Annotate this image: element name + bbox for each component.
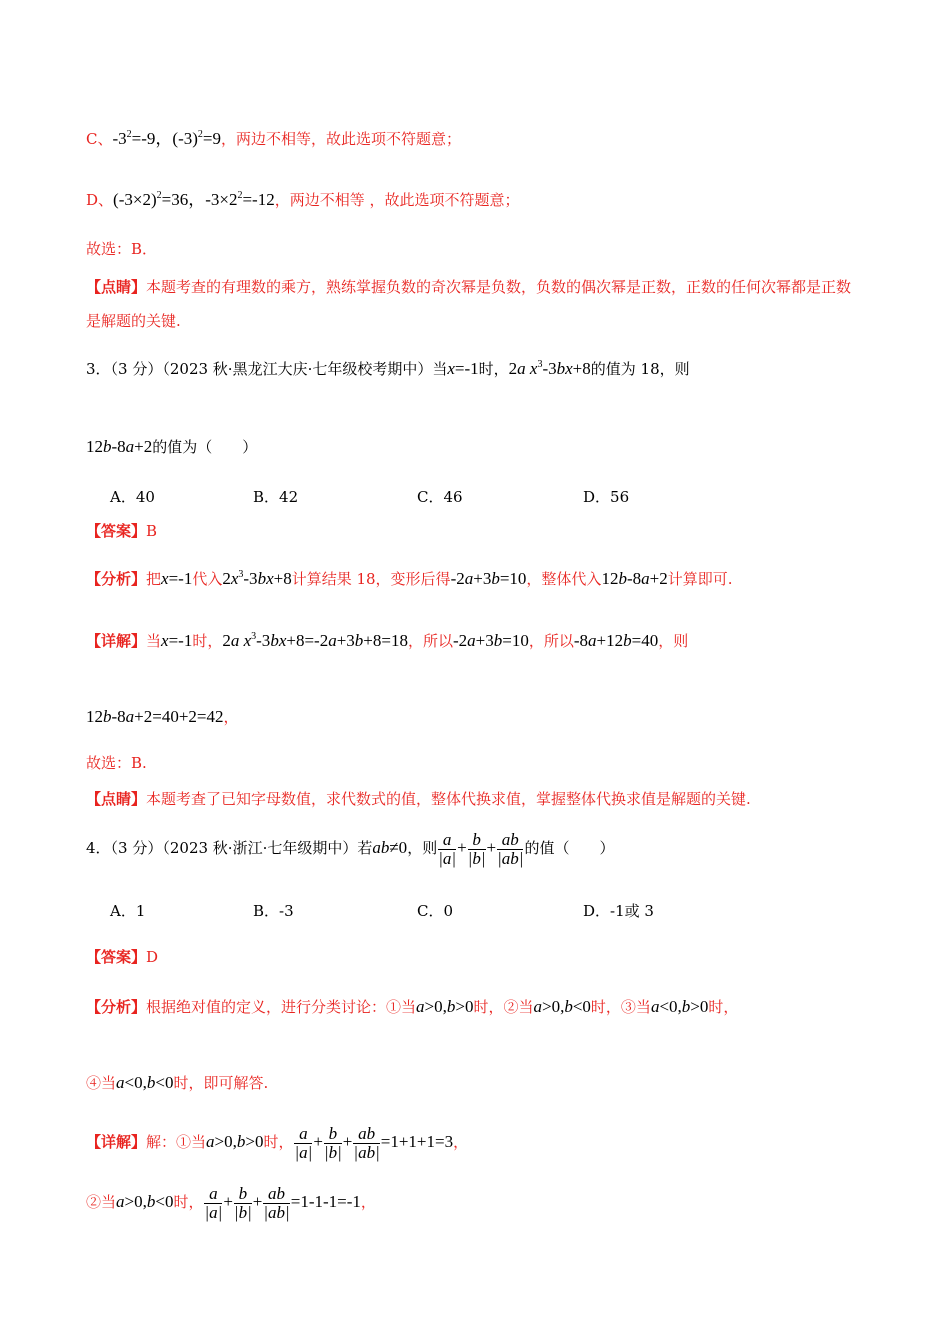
q4-option-a: A．1 — [110, 902, 146, 920]
q4-option-b: B．-3 — [253, 902, 294, 920]
q3-stem-line2: 12b-8a+2的值为（ ） — [86, 437, 258, 456]
q4-stem: 4．（3 分）（2023 秋·浙江·七年级期中）若ab≠0，则 $\frac{a}{|a|}$ + $\frac{b}{|b|}$ + $\frac{ab}{|ab|}$ 的值（ ） — [86, 829, 615, 868]
q4-option-d: D．-1或 3 — [583, 902, 654, 920]
q3-option-d: D．56 — [583, 488, 630, 506]
q4-option-c: C．0 — [417, 902, 454, 920]
q4-analysis: 【分析】根据绝对值的定义，进行分类讨论：①当a>0,b>0时，②当a>0,b<0时，③当a<0,b>0时， — [86, 997, 739, 1016]
q3-choice: 故选：B. — [86, 754, 147, 772]
line-option-d: D、$(-3\times 2)^2=36$，$-3\times 2^2=-12$，两边不相等 ，故此选项不符题意； — [86, 190, 520, 209]
prev-choice: 故选：B． — [86, 240, 158, 258]
q3-option-b: B．42 — [253, 488, 299, 506]
q4-detail: 【详解】解：①当a>0,b>0时， $\frac{a}{|a|}$ + $\frac{b}{|b|}$ + $\frac{ab}{|ab|}$ =1+1+1=3， — [86, 1123, 469, 1162]
q3-tip: 【点睛】本题考查了已知字母数值，求代数式的值，整体代换求值，掌握整体代换求值是解题的关键. — [86, 790, 751, 808]
prev-tip: 【点睛】本题考查的有理数的乘方，熟练掌握负数的奇次幂是负数，负数的偶次幂是正数，正数的任何次幂都是正数是解题的关键. — [86, 278, 852, 330]
q3-detail: 【详解】当x=-1时，2a $x^3-3bx+8=-2a+3b+8=18$，所以-2a+3b=10，所以-8a+12b=40，则 — [86, 631, 689, 650]
q3-stem: 3．（3 分）（2023 秋·黑龙江大庆·七年级校考期中）当x=-1时，2a $x^3-3bx+8$的值为 18，则 — [86, 359, 690, 378]
line-option-c: C、$-3^2=-9$，$(-3)^2=9$，两边不相等，故此选项不符题意； — [86, 129, 461, 148]
q3-detail-line2: 12b-8a+2=40+2=42， — [86, 707, 239, 726]
q3-analysis: 【分析】把x=-1代入$2x^3-3bx+8$计算结果 18，变形后得-2a+3b=10，整体代入12b-8a+2计算即可. — [86, 569, 733, 588]
q3-answer: 【答案】B — [86, 522, 158, 540]
q3-option-a: A．40 — [110, 488, 155, 506]
q4-analysis-line2: ④当a<0,b<0时，即可解答. — [86, 1073, 269, 1092]
q4-answer: 【答案】D — [86, 948, 159, 966]
q4-detail-2: ②当a>0,b<0时， $\frac{a}{|a|}$ + $\frac{b}{|b|}$ + $\frac{ab}{|ab|}$ =1-1-1=-1， — [86, 1183, 376, 1222]
q3-option-c: C．46 — [417, 488, 463, 506]
